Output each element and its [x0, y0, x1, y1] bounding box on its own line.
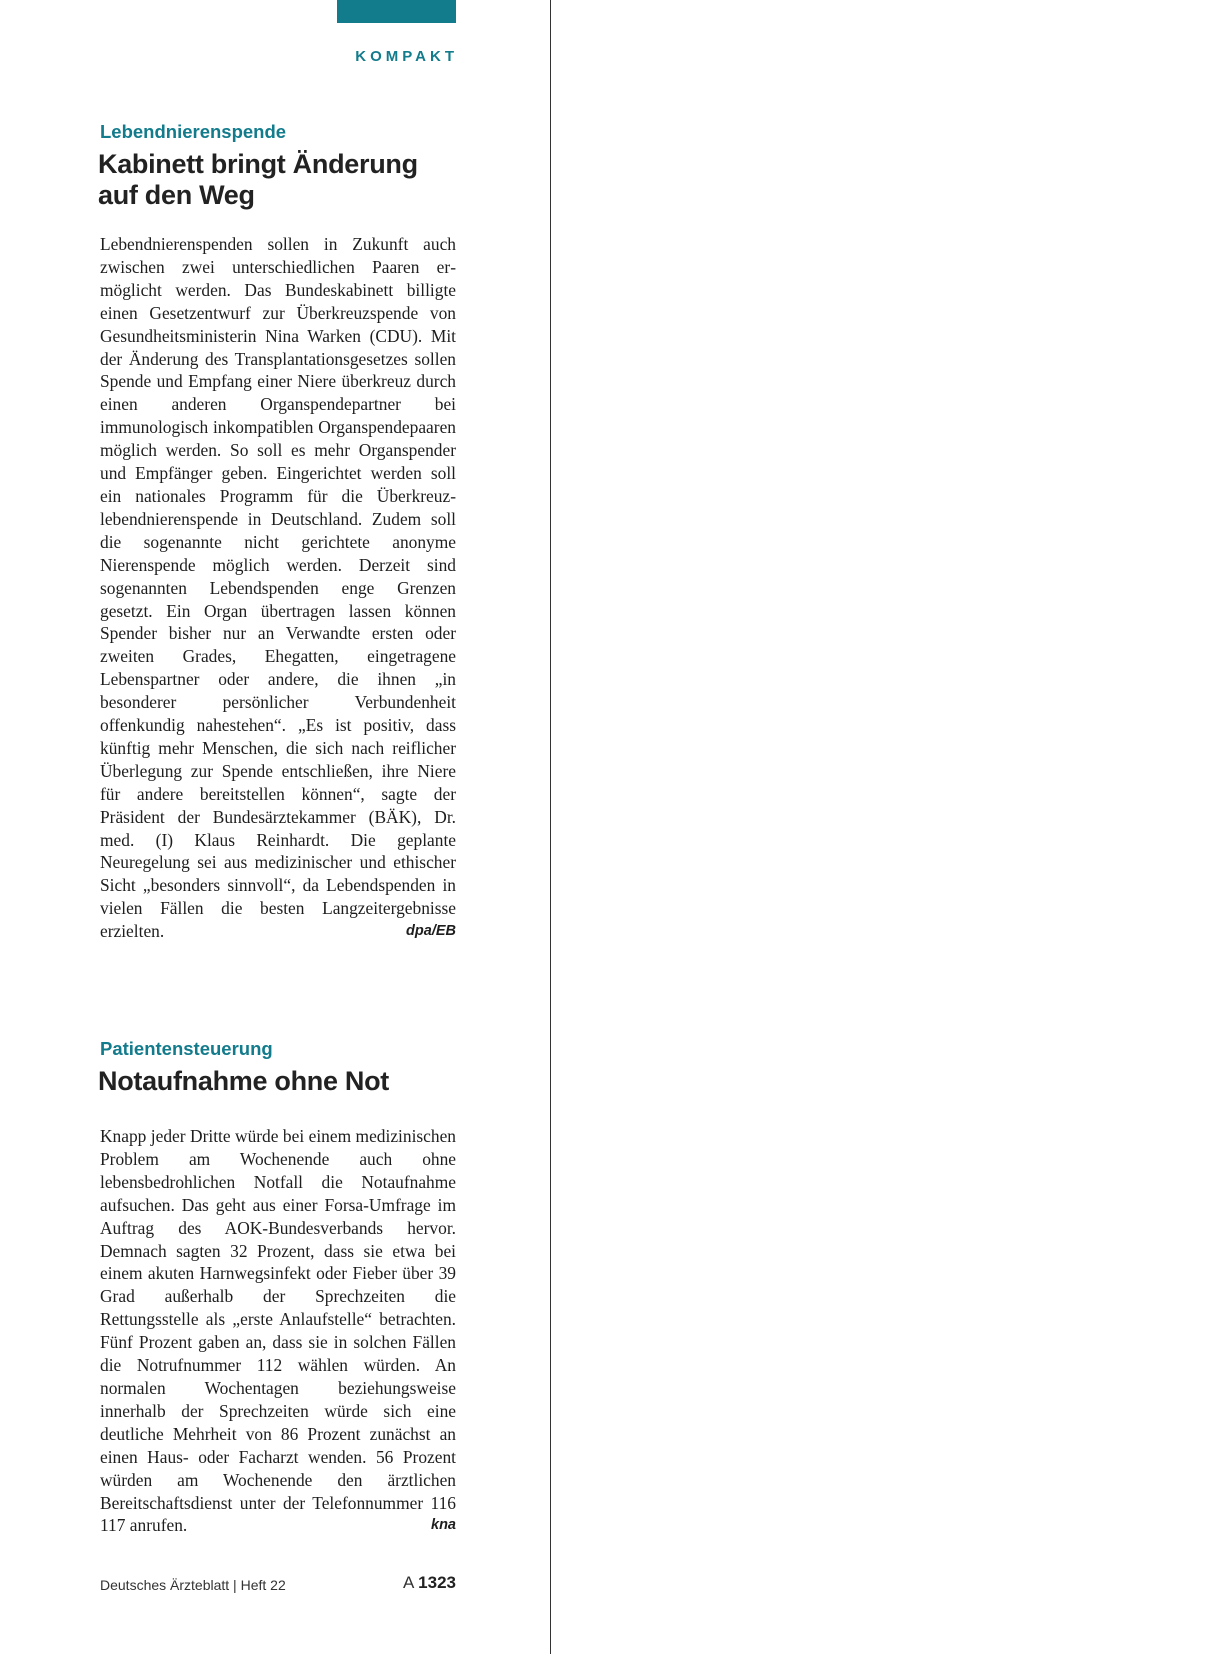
article-headline	[98, 149, 456, 211]
article-lebendnierenspende	[98, 120, 456, 943]
article-kicker: Patientensteuerung	[100, 1038, 273, 1059]
page-number: 1323	[418, 1573, 456, 1592]
headline-line-2: auf den Weg	[98, 180, 255, 210]
section-color-bar	[337, 0, 456, 23]
headline-line-1: Kabinett bringt Änderung	[98, 149, 418, 179]
headline-line-1: Notaufnahme ohne Not	[98, 1066, 389, 1096]
article-body	[100, 233, 456, 943]
article-patientensteuerung	[98, 1037, 456, 1537]
article-body-text: Lebendnierenspenden sollen in Zukunft auch zwischen zwei unterschiedlichen Paaren ermöglicht werden. Das Bundeskabinett billigte einen Gesetzentwurf zur Überkreuzspende von Gesundheitsministerin Nina Warken (CDU). Mit der Änderung des Transplantationsgesetzes sollen Spende und Empfang einer Niere überkreuz durch einen anderen Organspendepartner bei immunologisch inkompatiblen Organspendepaaren möglich werden. So soll es mehr Organspender und Empfänger geben. Eingerichtet werden soll ein nationales Programm für die Überkreuzlebendnierenspende in Deutschland. Zudem soll die sogenannte nicht gerichtete anonyme Nierenspende möglich werden. Derzeit sind sogenannten Lebendspenden enge Grenzen gesetzt. Ein Organ übertragen lassen können Spender bisher nur an Verwandte ersten oder zweiten Grades, Ehegatten, eingetragene Lebenspartner oder andere, die ihnen „in besonderer persönlicher Verbundenheit offenkundig nahestehen“. „Es ist positiv, dass künftig mehr Menschen, die sich nach reiflicher Überlegung zur Spende entschließen, ihre Niere für andere bereitstellen können“, sagte der Präsident der Bundesärztekammer (BÄK), Dr. med. (I) Klaus Reinhardt. Die geplante Neuregelung sei aus medizinischer und ethischer Sicht „besonders sinnvoll“, da Lebendspenden in vielen Fällen die besten Langzeitergebnisse erzielten.	[100, 234, 456, 942]
footer-page-number	[356, 1573, 456, 1593]
article-body	[100, 1125, 456, 1537]
column-divider	[550, 0, 551, 1654]
section-label: KOMPAKT	[355, 48, 458, 65]
article-source: kna	[431, 1517, 456, 1534]
article-source: dpa/EB	[406, 923, 456, 940]
article-body-text: Knapp jeder Dritte würde bei einem medizinischen Problem am Wochenende auch ohne lebensbedrohlichen Notfall die Notaufnahme aufsuchen. Das geht aus einer Forsa-Umfrage im Auftrag des AOK-Bundesverbands hervor. Demnach sagten 32 Prozent, dass sie etwa bei einem akuten Harnwegsinfekt oder Fieber über 39 Grad außerhalb der Sprechzeiten die Rettungsstelle als „erste Anlaufstelle“ betrachten. Fünf Prozent gaben an, dass sie in solchen Fällen die Notrufnummer 112 wählen würden. An normalen Wochentagen beziehungsweise innerhalb der Sprechzeiten würde sich eine deutliche Mehrheit von 86 Prozent zunächst an einen Haus- oder Facharzt wenden. 56 Prozent würden am Wochenende den ärztlichen Bereitschaftsdienst unter der Telefonnummer 116 117 anrufen.	[100, 1126, 456, 1536]
page-prefix: A	[403, 1573, 414, 1592]
article-headline	[98, 1066, 456, 1097]
footer-journal-name: Deutsches Ärzteblatt | Heft 22	[100, 1577, 286, 1593]
article-kicker: Lebendnierenspende	[100, 121, 287, 142]
